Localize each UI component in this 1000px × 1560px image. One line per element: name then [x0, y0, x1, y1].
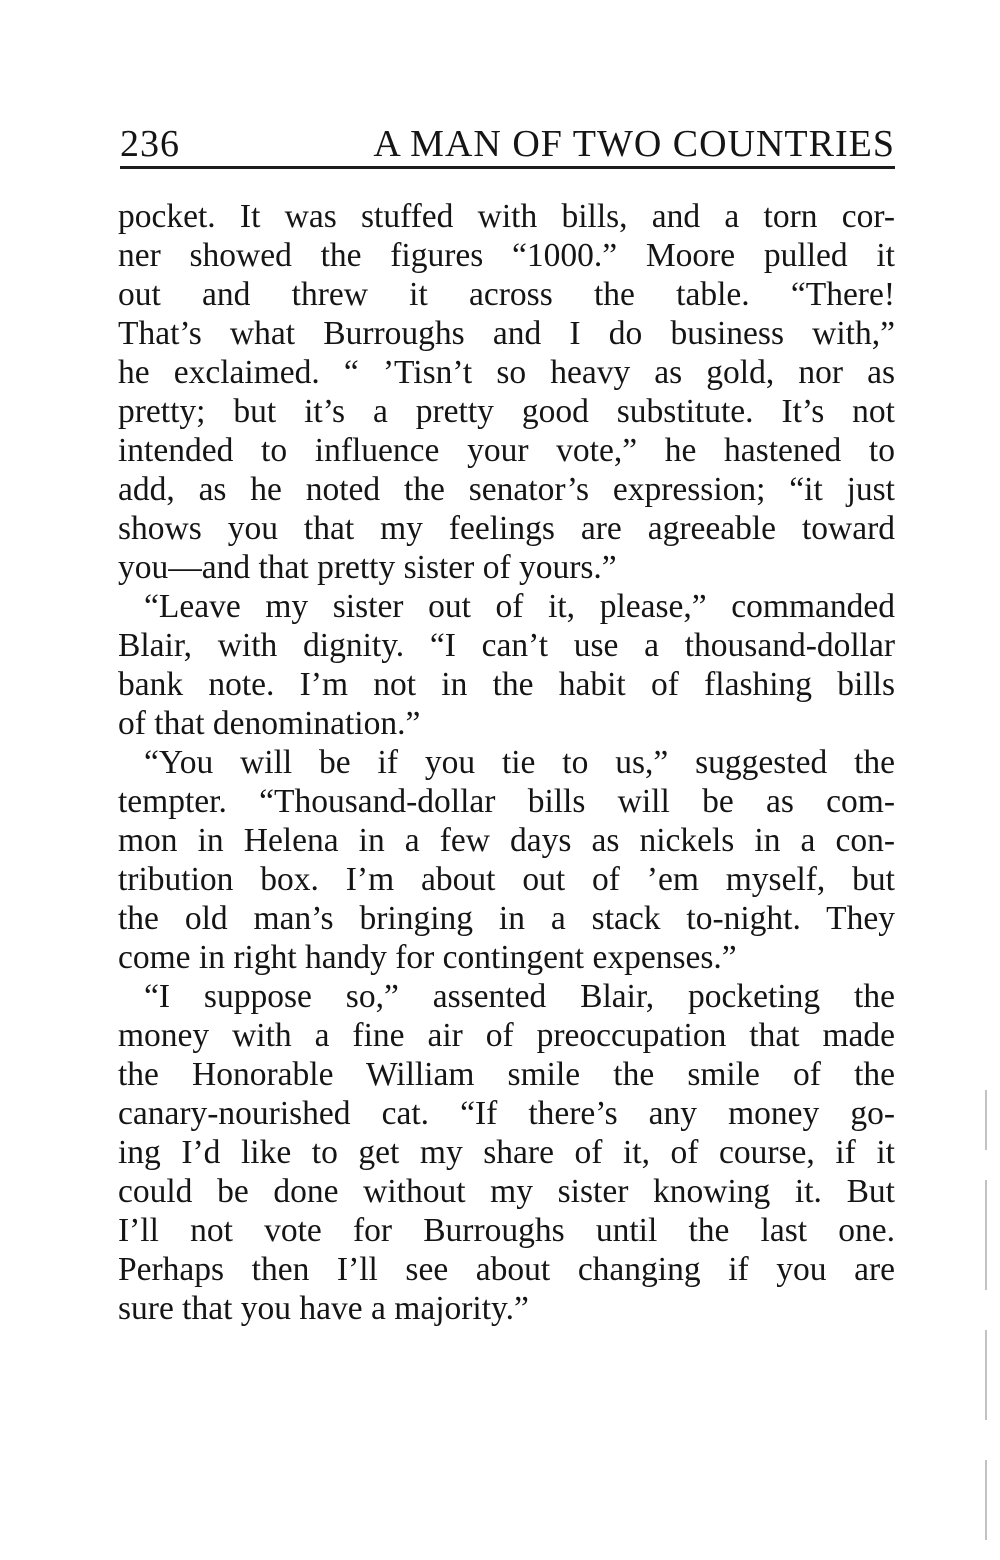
text-line: could be done without my sister knowing it. But: [118, 1173, 895, 1210]
text-line: mon in Helena in a few days as nickels in a con-: [118, 822, 895, 859]
text-line: shows you that my feelings are agreeable toward: [118, 510, 895, 547]
text-line: the Honorable William smile the smile of the: [118, 1056, 895, 1093]
text-line: out and threw it across the table. “There!: [118, 276, 895, 313]
margin-speckle: [985, 1180, 987, 1290]
text-line: of that denomination.”: [118, 705, 421, 742]
text-line: he exclaimed. “ ’Tisn’t so heavy as gold, nor as: [118, 354, 895, 391]
text-line: sure that you have a majority.”: [118, 1290, 529, 1327]
margin-speckle: [985, 1330, 987, 1420]
text-line: ing I’d like to get my share of it, of course, if it: [118, 1134, 895, 1171]
text-line: canary-nourished cat. “If there’s any money go-: [118, 1095, 895, 1132]
text-line: tribution box. I’m about out of ’em myself, but: [118, 861, 895, 898]
text-line: Blair, with dignity. “I can’t use a thousand-dollar: [118, 627, 895, 664]
text-line: That’s what Burroughs and I do business with,”: [118, 315, 895, 352]
margin-speckle: [985, 1090, 987, 1150]
text-line: intended to influence your vote,” he hastened to: [118, 432, 895, 469]
body-text: [118, 197, 895, 1328]
text-line: “You will be if you tie to us,” suggested the: [144, 744, 895, 781]
text-line: add, as he noted the senator’s expression; “it just: [118, 471, 895, 508]
text-line: “I suppose so,” assented Blair, pocketing the: [144, 978, 895, 1015]
text-line: come in right handy for contingent expenses.”: [118, 939, 737, 976]
text-line: the old man’s bringing in a stack to-night. They: [118, 900, 895, 937]
text-line: bank note. I’m not in the habit of flashing bills: [118, 666, 895, 703]
text-line: I’ll not vote for Burroughs until the last one.: [118, 1212, 895, 1249]
text-line: pocket. It was stuffed with bills, and a torn cor-: [118, 198, 895, 235]
text-line: ner showed the figures “1000.” Moore pulled it: [118, 237, 895, 274]
running-head: [120, 118, 895, 170]
text-line: “Leave my sister out of it, please,” commanded: [144, 588, 895, 625]
text-line: you—and that pretty sister of yours.”: [118, 549, 617, 586]
book-title: A MAN OF TWO COUNTRIES: [373, 123, 895, 165]
header-rule: [120, 166, 895, 169]
text-line: money with a fine air of preoccupation that made: [118, 1017, 895, 1054]
margin-speckle: [985, 1460, 987, 1540]
text-line: Perhaps then I’ll see about changing if you are: [118, 1251, 895, 1288]
text-line: pretty; but it’s a pretty good substitute. It’s not: [118, 393, 895, 430]
page-number: 236: [120, 123, 180, 165]
text-line: tempter. “Thousand-dollar bills will be as com-: [118, 783, 895, 820]
